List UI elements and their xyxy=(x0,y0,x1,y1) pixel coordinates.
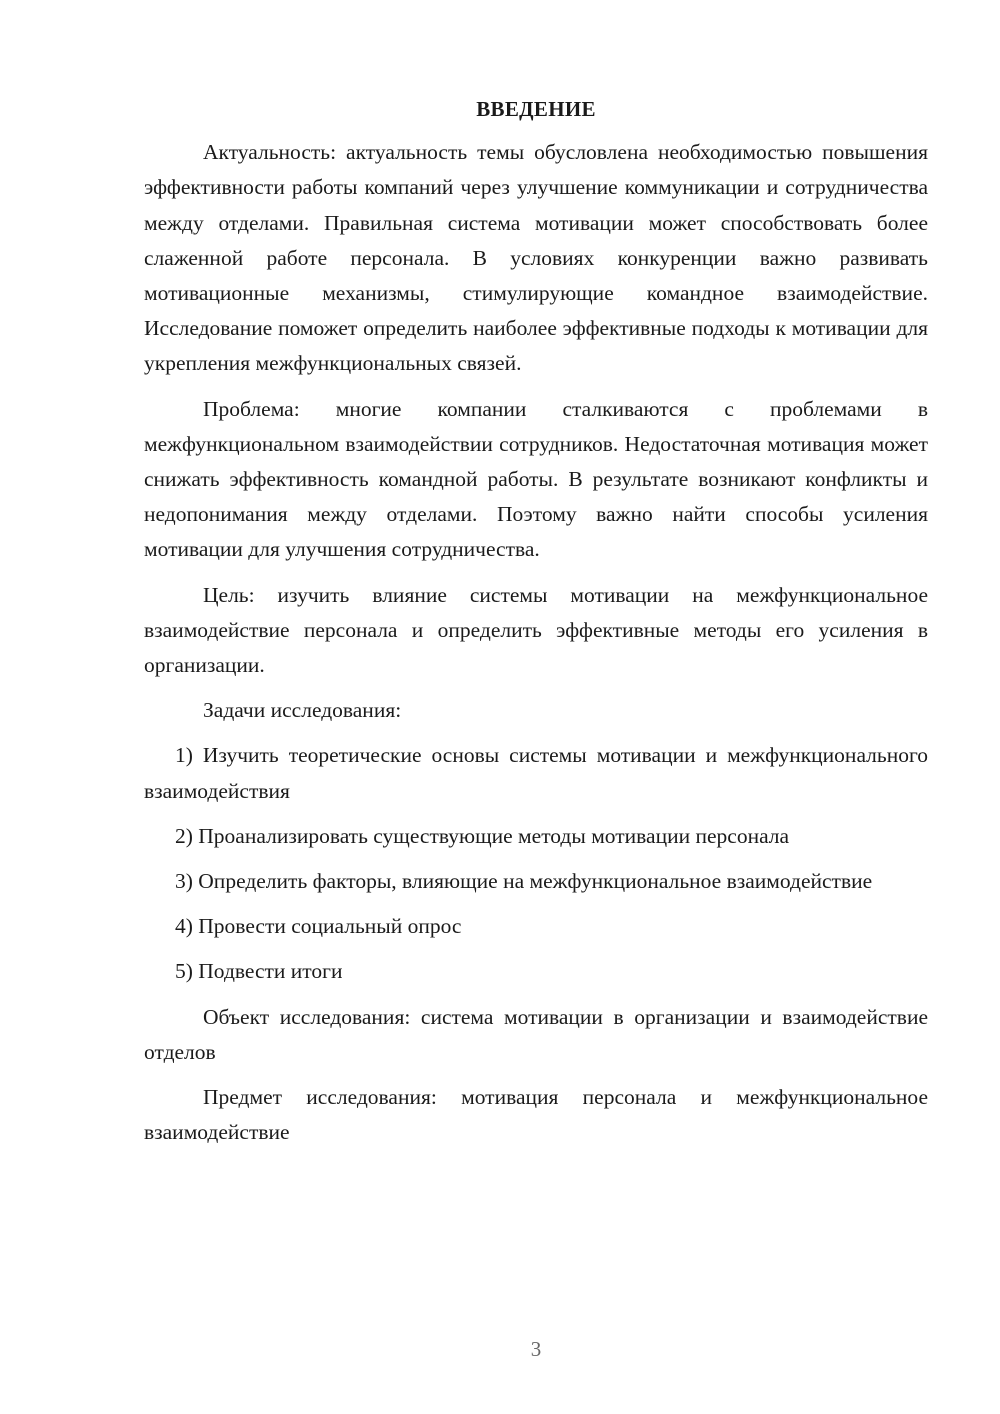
object-paragraph: Объект исследования: система мотивации в организации и взаимодействие отделов xyxy=(144,1004,928,1064)
task-item-5: 5) Подвести итоги xyxy=(175,959,343,984)
relevance-paragraph: Актуальность: актуальность темы обусловлена необходимостью повышения эффективности работы компаний через улучшение коммуникации и сотрудничества между отделами. Правильная система мотивации может способствовать более слаженной работе персонала. В условиях конкуренции важно развивать мотивационные механизмы, стимулирующие командное взаимодействие. Исследование поможет определить наиболее эффективные подходы к мотивации для укрепления межфункциональных связей. xyxy=(144,140,928,376)
subject-paragraph: Предмет исследования: мотивация персонала и межфункциональное взаимодействие xyxy=(144,1085,928,1145)
document-body xyxy=(144,92,928,1160)
task-item-2: 2) Проанализировать существующие методы мотивации персонала xyxy=(175,823,790,848)
goal-paragraph: Цель: изучить влияние системы мотивации на межфункциональное взаимодействие персонала и определить эффективные методы его усиления в организации. xyxy=(144,582,928,678)
problem-paragraph: Проблема: многие компании сталкиваются с проблемами в межфункциональном взаимодействии сотрудников. Недостаточная мотивация может снижать эффективность командной работы. В результате возникают конфликты и недопонимания между отделами. Поэтому важно найти способы усиления мотивации для улучшения сотрудничества. xyxy=(144,396,928,562)
task-item-3: 3) Определить факторы, влияющие на межфункциональное взаимодействие xyxy=(175,869,873,894)
tasks-heading: Задачи исследования: xyxy=(203,698,402,723)
task-item-4: 4) Провести социальный опрос xyxy=(175,914,462,939)
section-heading: ВВЕДЕНИЕ xyxy=(476,97,596,121)
page-number: 3 xyxy=(530,1337,542,1361)
task-item-1: 1) Изучить теоретические основы системы мотивации и межфункционального взаимодействия xyxy=(144,743,928,803)
